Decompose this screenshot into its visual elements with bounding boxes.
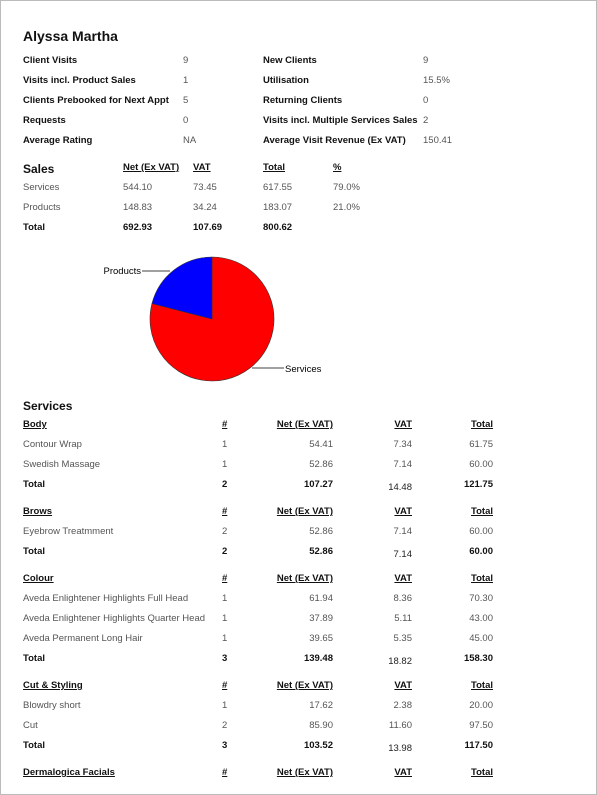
service-row-vat: 2.38	[393, 700, 412, 711]
services-title: Services	[23, 399, 73, 413]
service-row-net: 37.89	[309, 613, 333, 624]
service-total-qty: 2	[222, 546, 228, 557]
sales-row-pct: 21.0%	[333, 202, 360, 213]
stat-label: Average Visit Revenue (Ex VAT)	[263, 135, 406, 146]
service-row-net: 54.41	[309, 439, 333, 450]
service-row-qty: 2	[222, 526, 228, 537]
service-total-label: Total	[23, 740, 45, 751]
service-row-vat: 5.11	[394, 613, 412, 624]
service-row-total: 20.00	[469, 700, 493, 711]
stat-value: NA	[183, 135, 197, 146]
service-group-header: Cut & Styling	[23, 680, 83, 691]
service-row-name: Cut	[23, 720, 38, 731]
service-row-total: 97.50	[469, 720, 493, 731]
service-total-net: 107.27	[303, 479, 333, 490]
stat-label: Requests	[23, 115, 66, 126]
sales-row-name: Services	[23, 182, 60, 193]
stat-label: Visits incl. Product Sales	[23, 75, 136, 86]
stat-label: Returning Clients	[263, 95, 343, 106]
sales-row-total: 617.55	[263, 182, 293, 193]
sales-header-net: Net (Ex VAT)	[123, 162, 180, 173]
service-header-total: Total	[471, 680, 493, 691]
service-total-vat: 18.82	[388, 656, 412, 667]
service-row-qty: 1	[222, 633, 228, 644]
sales-title: Sales	[23, 162, 55, 176]
service-row-total: 43.00	[469, 613, 493, 624]
service-row-net: 61.94	[309, 593, 333, 604]
sales-header-total: Total	[263, 162, 285, 173]
service-total-label: Total	[23, 653, 45, 664]
stat-value: 0	[423, 95, 429, 106]
service-total-net: 103.52	[303, 740, 333, 751]
service-total-qty: 3	[222, 653, 228, 664]
service-row-vat: 5.35	[393, 633, 412, 644]
service-group-header: Brows	[23, 506, 53, 517]
service-header-vat: VAT	[394, 506, 412, 517]
service-total-label: Total	[23, 546, 45, 557]
stat-value: 9	[183, 55, 189, 66]
service-total-total: 121.75	[463, 479, 493, 490]
stat-label: Utilisation	[263, 75, 309, 86]
service-total-qty: 3	[222, 740, 228, 751]
services-label: Services	[285, 364, 322, 375]
sales-pie-chart	[0, 245, 597, 405]
service-row-qty: 1	[222, 593, 228, 604]
service-header-vat: VAT	[394, 680, 412, 691]
service-header-vat: VAT	[394, 419, 412, 430]
stat-value: 150.41	[423, 135, 453, 146]
service-header-qty: #	[222, 767, 228, 778]
service-row-net: 52.86	[309, 526, 333, 537]
service-total-total: 158.30	[463, 653, 493, 664]
service-row-vat: 8.36	[393, 593, 412, 604]
sales-row-vat: 73.45	[193, 182, 217, 193]
service-total-vat: 7.14	[393, 549, 412, 560]
service-row-net: 85.90	[309, 720, 333, 731]
service-group-header: Body	[23, 419, 47, 430]
service-header-net: Net (Ex VAT)	[276, 573, 333, 584]
service-row-vat: 11.60	[388, 720, 412, 731]
sales-header-pct: %	[333, 162, 342, 173]
sales-total-label: Total	[23, 222, 45, 233]
stat-value: 2	[423, 115, 429, 126]
service-row-net: 52.86	[309, 459, 333, 470]
sales-total-net: 692.93	[123, 222, 153, 233]
stat-value: 9	[423, 55, 429, 66]
service-row-name: Blowdry short	[23, 700, 81, 711]
service-row-name: Swedish Massage	[23, 459, 101, 470]
service-row-qty: 1	[222, 700, 228, 711]
service-row-name: Contour Wrap	[23, 439, 82, 450]
service-row-vat: 7.14	[393, 526, 412, 537]
service-row-total: 45.00	[469, 633, 493, 644]
service-header-total: Total	[471, 419, 493, 430]
service-row-vat: 7.34	[393, 439, 412, 450]
service-header-net: Net (Ex VAT)	[276, 419, 333, 430]
service-row-total: 70.30	[469, 593, 493, 604]
products-label: Products	[103, 266, 141, 277]
sales-row-total: 183.07	[263, 202, 293, 213]
service-row-total: 60.00	[469, 459, 493, 470]
service-row-name: Aveda Enlightener Highlights Quarter Head	[23, 613, 206, 624]
service-total-total: 117.50	[464, 740, 493, 751]
service-header-qty: #	[222, 419, 228, 430]
service-total-total: 60.00	[469, 546, 493, 557]
service-group-header: Colour	[23, 573, 54, 584]
service-header-net: Net (Ex VAT)	[276, 680, 333, 691]
sales-total-total: 800.62	[263, 222, 293, 233]
service-header-net: Net (Ex VAT)	[276, 506, 333, 517]
service-header-vat: VAT	[394, 573, 412, 584]
service-row-qty: 2	[222, 720, 228, 731]
stat-value: 15.5%	[423, 75, 450, 86]
service-total-net: 52.86	[309, 546, 333, 557]
service-row-qty: 1	[222, 459, 228, 470]
stat-label: Clients Prebooked for Next Appt	[23, 95, 169, 106]
sales-total-vat: 107.69	[193, 222, 223, 233]
stat-label: New Clients	[263, 55, 317, 66]
service-row-vat: 7.14	[393, 459, 412, 470]
service-header-total: Total	[471, 573, 493, 584]
employee-name: Alyssa Martha	[23, 28, 118, 44]
service-header-qty: #	[222, 680, 228, 691]
sales-row-vat: 34.24	[193, 202, 217, 213]
sales-row-pct: 79.0%	[333, 182, 360, 193]
stat-value: 5	[183, 95, 189, 106]
service-row-total: 61.75	[469, 439, 493, 450]
service-group-header: Dermalogica Facials	[23, 767, 115, 778]
service-total-vat: 14.48	[388, 482, 412, 493]
stat-value: 0	[183, 115, 189, 126]
service-row-name: Aveda Enlightener Highlights Full Head	[23, 593, 189, 604]
service-row-qty: 1	[222, 613, 228, 624]
sales-header-vat: VAT	[193, 162, 211, 173]
sales-row-name: Products	[23, 202, 61, 213]
stat-label: Average Rating	[23, 135, 93, 146]
service-row-net: 17.62	[309, 700, 333, 711]
service-header-qty: #	[222, 506, 228, 517]
service-row-qty: 1	[222, 439, 228, 450]
service-header-vat: VAT	[394, 767, 412, 778]
service-row-total: 60.00	[469, 526, 493, 537]
service-row-name: Aveda Permanent Long Hair	[23, 633, 143, 644]
stat-label: Visits incl. Multiple Services Sales	[263, 115, 418, 126]
service-header-qty: #	[222, 573, 228, 584]
stat-label: Client Visits	[23, 55, 78, 66]
stat-value: 1	[183, 75, 189, 86]
service-total-vat: 13.98	[388, 743, 412, 754]
sales-row-net: 148.83	[123, 202, 153, 213]
service-total-qty: 2	[222, 479, 228, 490]
service-header-net: Net (Ex VAT)	[276, 767, 333, 778]
service-header-total: Total	[471, 506, 493, 517]
service-row-net: 39.65	[309, 633, 333, 644]
service-total-label: Total	[23, 479, 45, 490]
service-header-total: Total	[471, 767, 493, 778]
sales-row-net: 544.10	[123, 182, 153, 193]
service-row-name: Eyebrow Treatmment	[23, 526, 114, 537]
service-total-net: 139.48	[303, 653, 333, 664]
